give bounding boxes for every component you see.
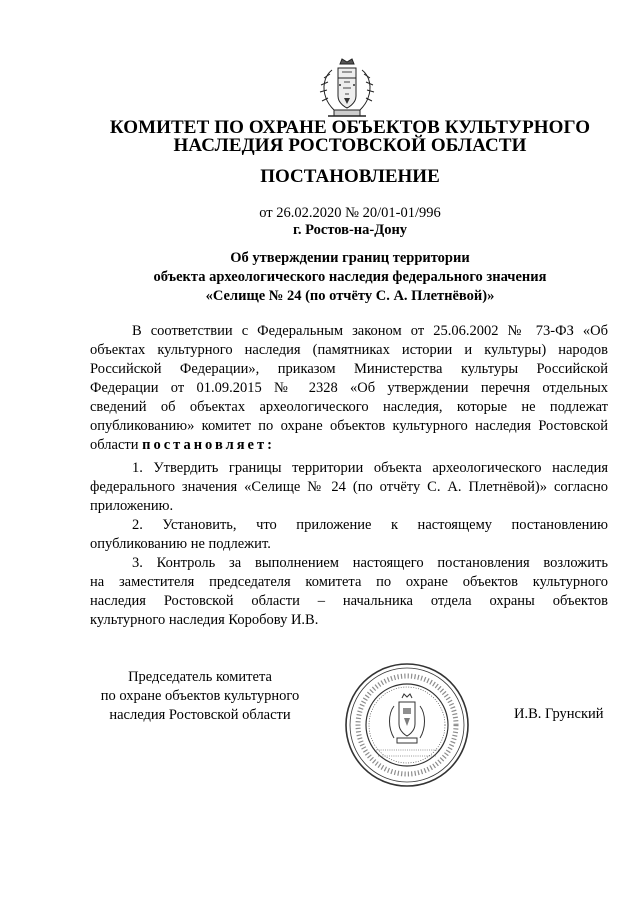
item-line: наследия Ростовской области – начальника отдела охраны объектов <box>90 593 608 609</box>
preamble-line: Федерации от 01.09.2015 № 2328 «Об утверждении перечня отдельных <box>90 380 608 396</box>
item-line: федерального значения «Селище № 24 (по отчёту С. А. Плетнёвой)» согласно <box>90 479 608 495</box>
org-name-line2: НАСЛЕДИЯ РОСТОВСКОЙ ОБЛАСТИ <box>173 135 527 156</box>
item-line: опубликованию не подлежит. <box>90 536 271 552</box>
item-line: культурного наследия Коробову И.В. <box>90 612 319 628</box>
preamble-line: объектах культурного наследия (памятниках истории и культуры) народов <box>90 342 608 358</box>
preamble-line: сведений об объектах археологического наследия, которые не подлежат <box>90 399 608 415</box>
signatory-title-line1: Председатель комитета <box>128 669 272 685</box>
preamble-last-text: области <box>90 437 143 453</box>
date-and-number: от 26.02.2020 № 20/01-01/996 <box>259 205 441 221</box>
signatory-name: И.В. Грунский <box>514 706 604 722</box>
org-name-line1: КОМИТЕТ ПО ОХРАНЕ ОБЪЕКТОВ КУЛЬТУРНОГО <box>109 117 591 138</box>
preamble-line: Российской Федерации», приказом Министерства культуры Российской <box>90 361 608 377</box>
subject-line2: объекта археологического наследия федерального значения <box>153 269 547 285</box>
resolves-word: постановляет: <box>142 437 275 453</box>
signatory-title-line3: наследия Ростовской области <box>109 707 291 723</box>
preamble-line: В соответствии с Федеральным законом от 25.06.2002 № 73-ФЗ «Об <box>132 323 608 339</box>
item-line: 2. Установить, что приложение к настоящему постановлению <box>132 517 608 533</box>
item-line: приложению. <box>90 498 174 514</box>
item-line: 1. Утвердить границы территории объекта археологического наследия <box>132 460 608 476</box>
item-line: 3. Контроль за выполнением настоящего постановления возложить <box>132 555 608 571</box>
subject-line1: Об утверждении границ территории <box>230 250 470 266</box>
subject-line3: «Селище № 24 (по отчёту С. А. Плетнёвой)» <box>205 288 495 304</box>
document-type: ПОСТАНОВЛЕНИЕ <box>260 166 440 187</box>
coat-of-arms-icon <box>318 58 376 120</box>
official-seal-stamp <box>344 662 470 788</box>
item-line: на заместителя председателя комитета по охране объектов культурного <box>90 574 608 590</box>
preamble-paragraph <box>90 322 608 455</box>
signatory-title-line2: по охране объектов культурного <box>100 688 300 704</box>
preamble-line <box>90 436 608 455</box>
resolution-items <box>90 459 608 630</box>
city: г. Ростов-на-Дону <box>292 222 408 238</box>
preamble-line: опубликованию» комитет по охране объектов культурного наследия Ростовской <box>90 418 608 434</box>
